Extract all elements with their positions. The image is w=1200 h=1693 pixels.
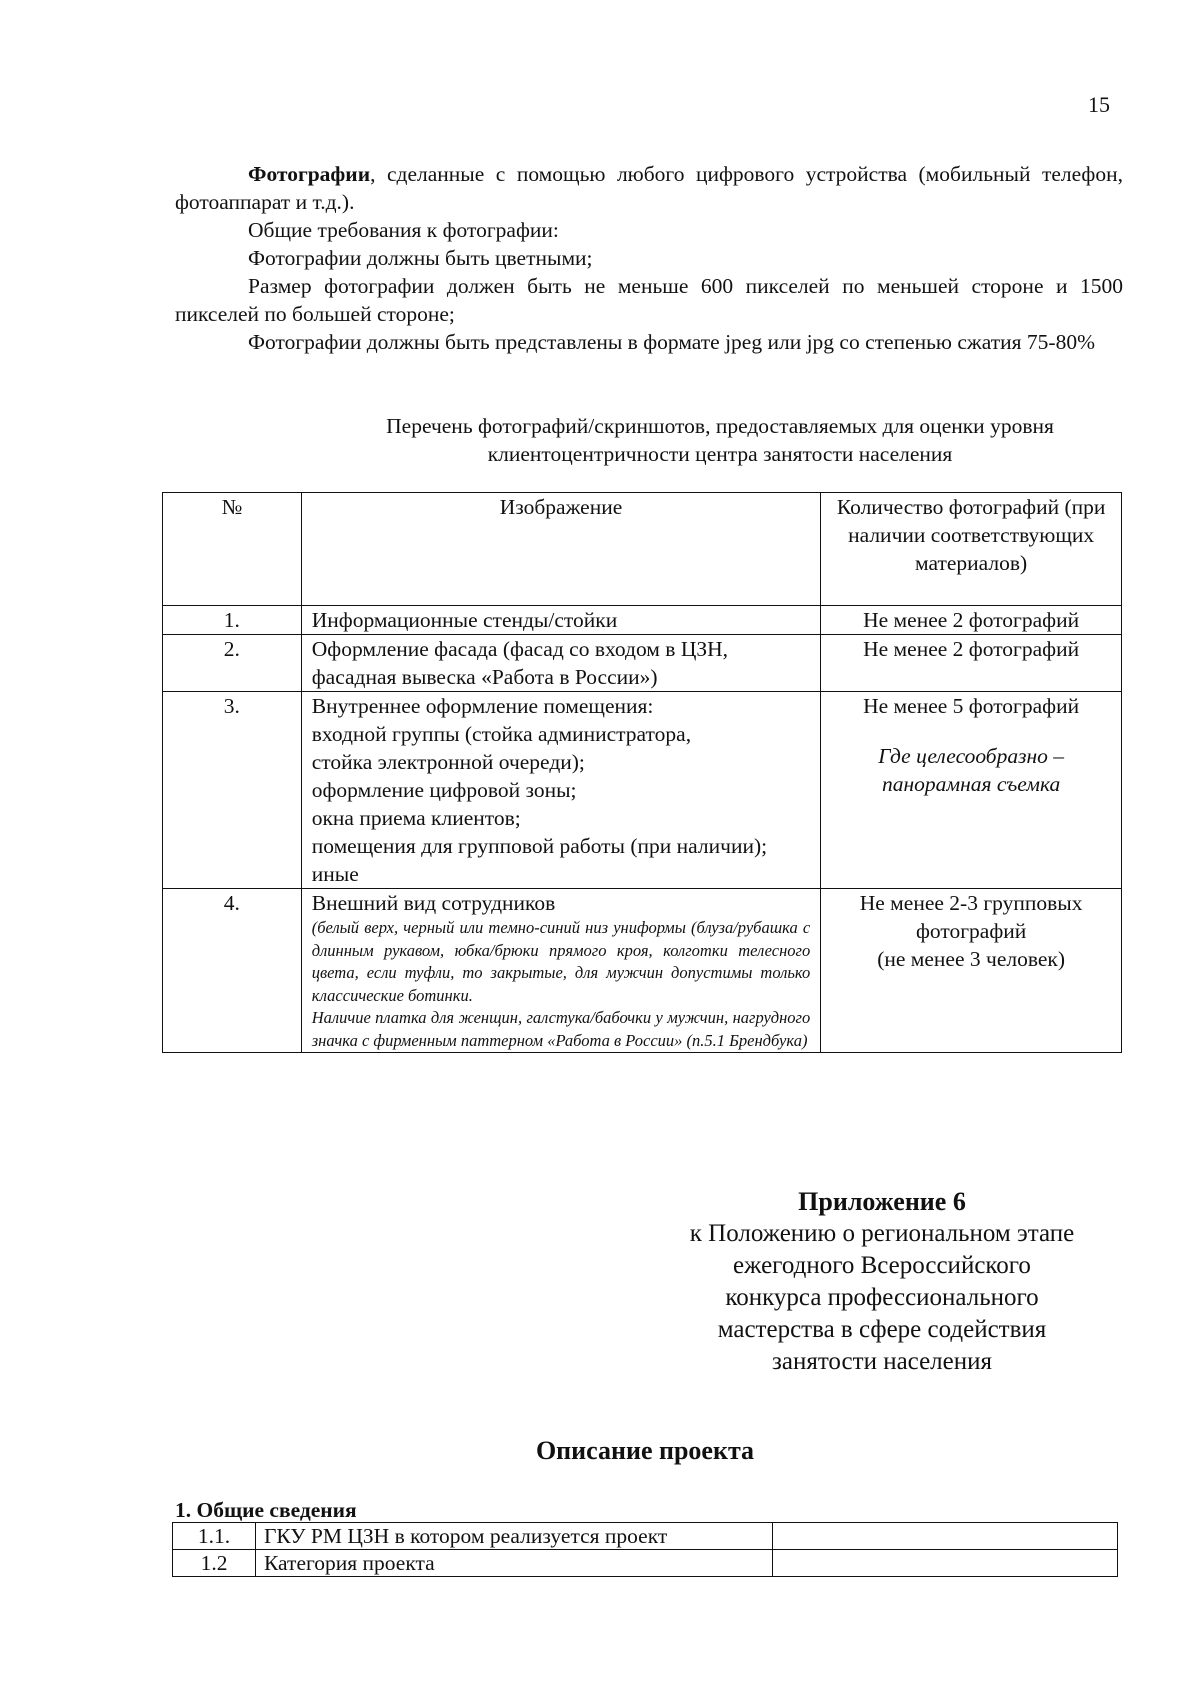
row-count-main: Не менее 2-3 групповых фотографий [859, 891, 1083, 943]
header-count: Количество фотографий (при наличии соответствующих материалов) [821, 493, 1122, 606]
appendix-line: конкурса профессионального [725, 1284, 1039, 1311]
section-1-title: 1. Общие сведения [175, 1498, 357, 1522]
row-value[interactable] [773, 1523, 1118, 1550]
row-num: 2. [163, 635, 302, 692]
row-count: Не менее 2 фотографий [821, 606, 1122, 635]
row-count [821, 692, 1122, 889]
header-num: № [163, 493, 302, 606]
intro-p1-rest: , сделанные с помощью любого цифрового устройства (мобильный телефон, фотоаппарат и т.д.). [175, 162, 1123, 214]
row-image [301, 692, 821, 889]
table-header-row [163, 493, 1122, 606]
row-count-main: Не менее 5 фотографий [863, 694, 1080, 718]
row-num: 1.2 [173, 1550, 256, 1577]
intro-paragraph-1 [175, 160, 1123, 216]
row-image-line: стойка электронной очереди); [311, 750, 585, 774]
table-row [163, 889, 1122, 1053]
intro-paragraph-2: Общие требования к фотографии: [248, 218, 559, 242]
row-count-note: Где целесообразно – панорамная съемка [878, 744, 1065, 796]
row-image-line: Внутреннее оформление помещения: [311, 694, 654, 718]
intro-paragraph-5: Фотографии должны быть представлены в формате jpeg или jpg со степенью сжатия 75-80% [248, 330, 1095, 354]
row-image-note-2: Наличие платка для женщин, галстука/бабочки у мужчин, нагрудного значка с фирменным паттерном «Работа в России» (п.5.1 Брендбука) [311, 1008, 811, 1050]
row-num: 1.1. [173, 1523, 256, 1550]
intro-paragraph-3: Фотографии должны быть цветными; [248, 246, 593, 270]
row-count [821, 889, 1122, 1053]
general-info-table [172, 1522, 1118, 1577]
row-value[interactable] [773, 1550, 1118, 1577]
table-row [163, 606, 1122, 635]
row-count: Не менее 2 фотографий [821, 635, 1122, 692]
row-image-line: оформление цифровой зоны; [311, 778, 577, 802]
row-image-line: иные [311, 862, 359, 886]
row-image: Информационные стенды/стойки [301, 606, 821, 635]
row-num: 1. [163, 606, 302, 635]
row-num: 4. [163, 889, 302, 1053]
header-image: Изображение [301, 493, 821, 606]
intro-paragraph-4: Размер фотографии должен быть не меньше 600 пикселей по меньшей стороне и 1500 пикселей по большей стороне; [175, 274, 1123, 326]
table-row [163, 692, 1122, 889]
row-image-note-1: (белый верх, черный или темно-синий низ униформы (блуза/рубашка с длинным рукавом, юбка/брюки прямого кроя, колготки телесного цвета, если туфли, то закрытые, для мужчин допустимы только классические ботинки. [311, 918, 811, 1005]
page-number: 15 [1088, 92, 1110, 117]
row-image-line: входной группы (стойка администратора, [311, 722, 692, 746]
intro-block [175, 160, 1123, 356]
appendix-title: Приложение 6 [798, 1187, 966, 1216]
photo-requirements-table [162, 492, 1122, 1053]
row-image-main: Внешний вид сотрудников [311, 891, 556, 915]
row-image [301, 889, 821, 1053]
row-image-line: окна приема клиентов; [311, 806, 521, 830]
intro-bold-term: Фотографии [248, 162, 371, 186]
list-title-line-1: Перечень фотографий/скриншотов, предоставляемых для оценки уровня [386, 414, 1054, 438]
table-row [173, 1550, 1118, 1577]
appendix-header [652, 1186, 1112, 1378]
list-title [175, 412, 1200, 468]
row-label: ГКУ РМ ЦЗН в котором реализуется проект [256, 1523, 773, 1550]
description-title: Описание проекта [535, 1436, 755, 1465]
row-count-note: (не менее 3 человек) [877, 947, 1066, 971]
list-title-line-2: клиентоцентричности центра занятости населения [487, 442, 953, 466]
row-image-line: помещения для групповой работы (при наличии); [311, 834, 768, 858]
appendix-line: занятости населения [771, 1348, 993, 1375]
row-num: 3. [163, 692, 302, 889]
row-image: Оформление фасада (фасад со входом в ЦЗН, фасадная вывеска «Работа в России») [301, 635, 821, 692]
row-label: Категория проекта [256, 1550, 773, 1577]
appendix-line: мастерства в сфере содействия [717, 1316, 1047, 1343]
appendix-line: ежегодного Всероссийского [733, 1252, 1031, 1279]
table-row [173, 1523, 1118, 1550]
table-row [163, 635, 1122, 692]
appendix-line: к Положению о региональном этапе [689, 1220, 1075, 1247]
